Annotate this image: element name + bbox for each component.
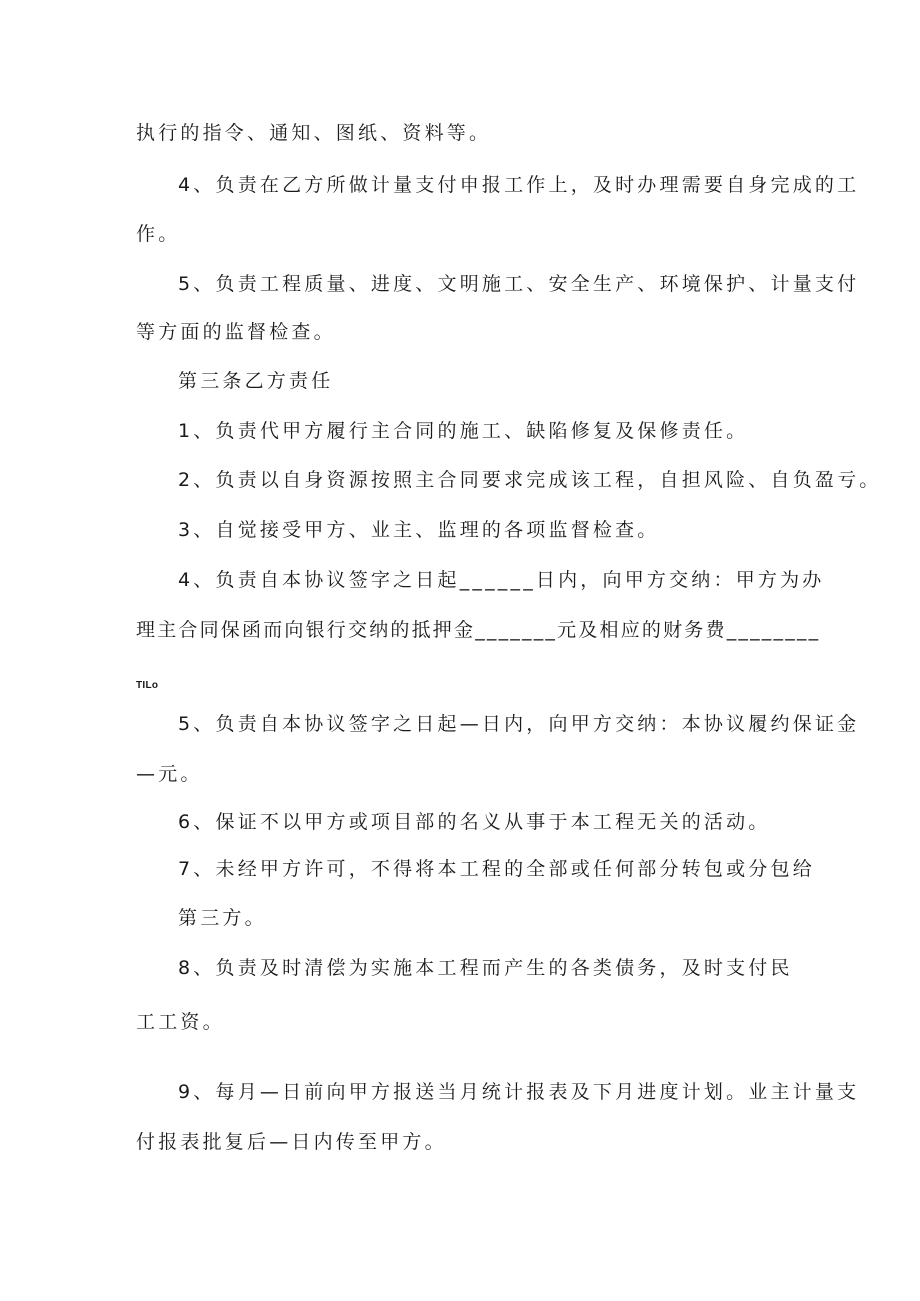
text-line-19: 工工资。 <box>136 1011 225 1033</box>
text-line-7: 1、负责代甲方履行主合同的施工、缺陷修复及保修责任。 <box>178 420 749 442</box>
text-line-2: 4、负责在乙方所做计量支付申报工作上，及时办理需要自身完成的工 <box>178 174 860 196</box>
text-line-15: 6、保证不以甲方或项目部的名义从事于本工程无关的活动。 <box>178 811 771 833</box>
text-line-4: 5、负责工程质量、进度、文明施工、安全生产、环境保护、计量支付 <box>178 273 860 295</box>
text-line-14: —元。 <box>136 763 203 785</box>
text-line-20: 9、每月—日前向甲方报送当月统计报表及下月进度计划。业主计量支 <box>178 1081 860 1103</box>
text-line-16: 7、未经甲方许可，不得将本工程的全部或任何部分转包或分包给 <box>178 858 815 880</box>
text-line-11: 理主合同保函而向银行交纳的抵押金_______元及相应的财务费________ <box>136 619 821 641</box>
text-line-9: 3、自觉接受甲方、业主、监理的各项监督检查。 <box>178 519 660 541</box>
text-line-13: 5、负责自本协议签字之日起—日内，向甲方交纳：本协议履约保证金 <box>178 713 860 735</box>
text-line-3: 作。 <box>136 223 181 245</box>
text-line-18: 8、负责及时清偿为实施本工程而产生的各类债务，及时支付民 <box>178 957 793 979</box>
text-line-17: 第三方。 <box>178 907 267 929</box>
text-line-5: 等方面的监督检查。 <box>136 321 336 343</box>
text-line-10: 4、负责自本协议签字之日起______日内，向甲方交纳：甲方为办 <box>178 569 825 591</box>
section-heading: 第三条乙方责任 <box>178 370 334 392</box>
text-line-1: 执行的指令、通知、图纸、资料等。 <box>136 122 492 144</box>
stray-text: TILo <box>136 680 159 691</box>
text-line-8: 2、负责以自身资源按照主合同要求完成该工程，自担风险、自负盈亏。 <box>178 469 882 491</box>
text-line-21: 付报表批复后—日内传至甲方。 <box>136 1131 447 1153</box>
